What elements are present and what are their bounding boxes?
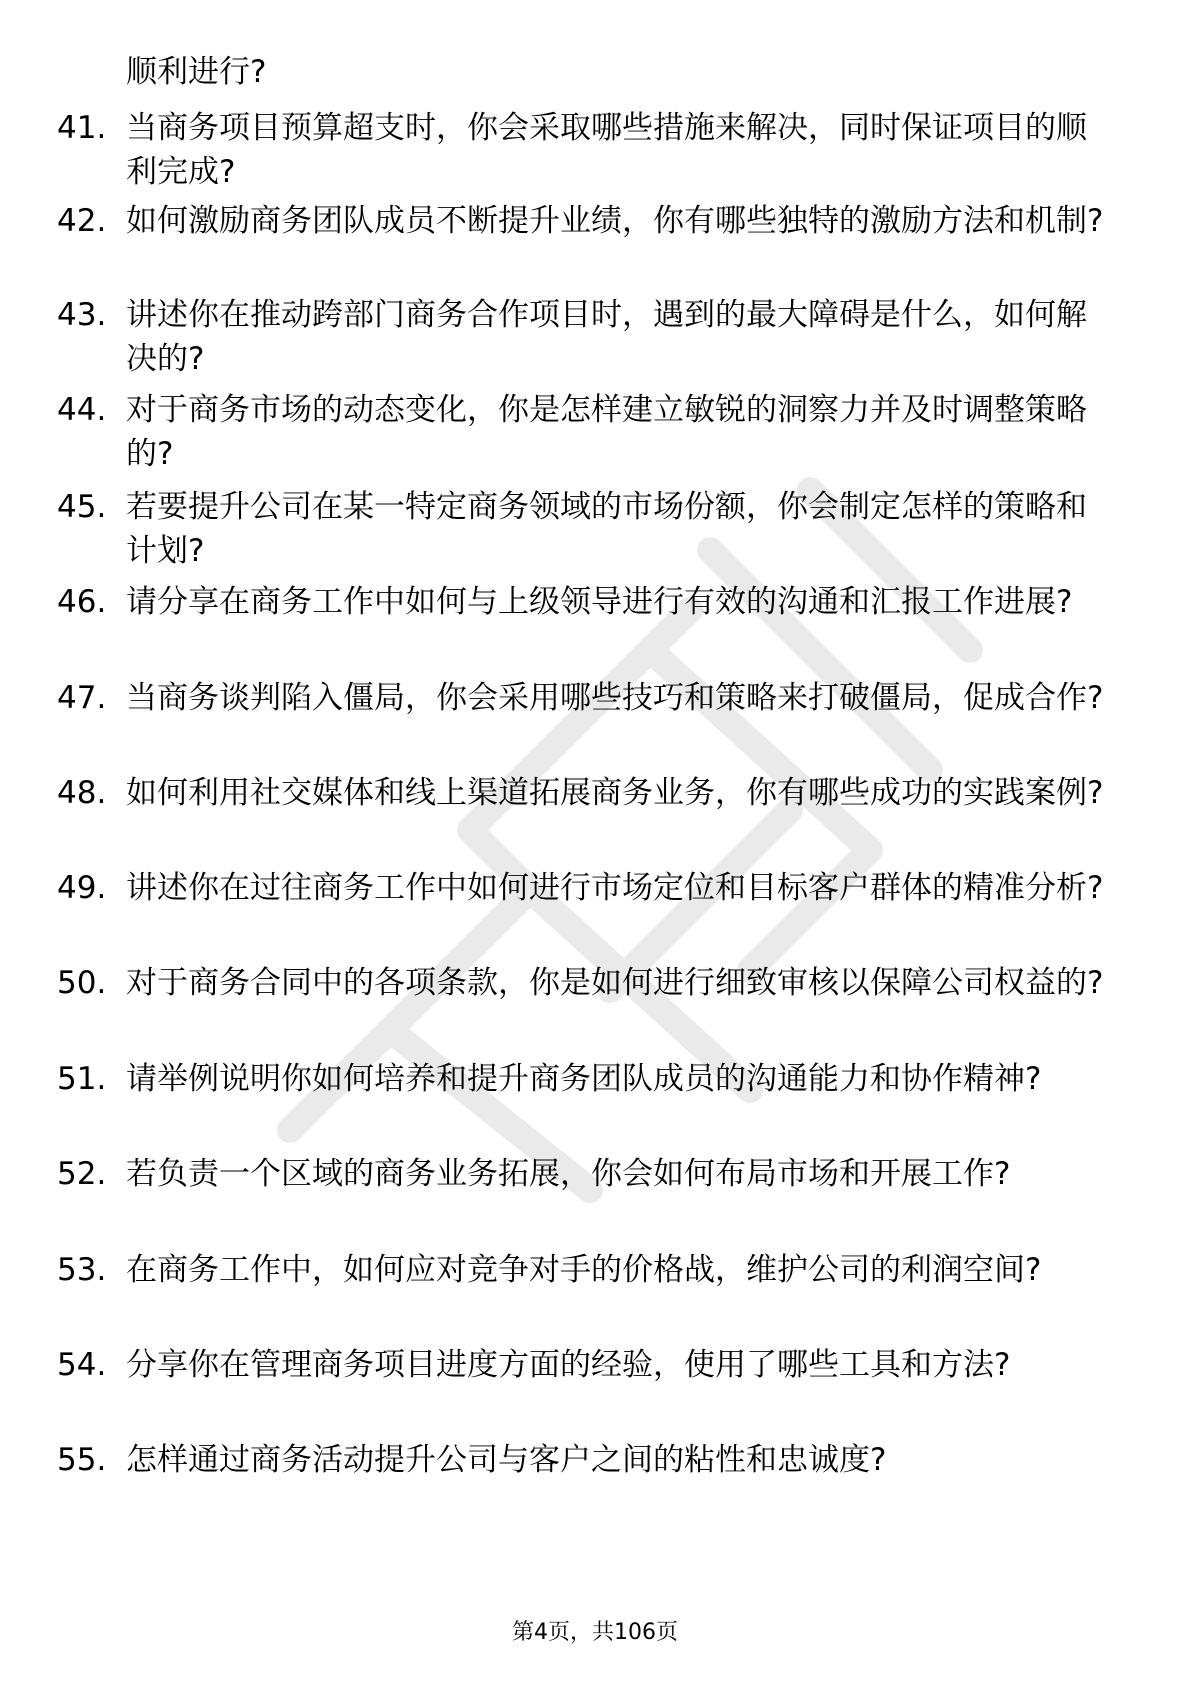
- question-text: 当商务项目预算超支时，你会采取哪些措施来解决，同时保证项目的顺利完成?: [126, 110, 1087, 190]
- question-text: 若负责一个区域的商务业务拓展，你会如何布局市场和开展工作?: [126, 1156, 1011, 1192]
- question-number: 50.: [57, 965, 107, 1001]
- question-number: 49.: [57, 870, 107, 906]
- question-number: 51.: [57, 1061, 107, 1097]
- question-number: 44.: [57, 392, 107, 428]
- question-text: 讲述你在推动跨部门商务合作项目时，遇到的最大障碍是什么，如何解决的?: [126, 297, 1087, 377]
- question-text: 若要提升公司在某一特定商务领域的市场份额，你会制定怎样的策略和计划?: [126, 489, 1087, 569]
- question-text: 请分享在商务工作中如何与上级领导进行有效的沟通和汇报工作进展?: [126, 584, 1073, 620]
- question-number: 43.: [57, 297, 107, 333]
- question-number: 55.: [57, 1442, 107, 1478]
- question-text: 如何激励商务团队成员不断提升业绩，你有哪些独特的激励方法和机制?: [126, 203, 1104, 239]
- question-number: 46.: [57, 584, 107, 620]
- question-number: 54.: [57, 1347, 107, 1383]
- question-text: 分享你在管理商务项目进度方面的经验，使用了哪些工具和方法?: [126, 1347, 1011, 1383]
- question-number: 53.: [57, 1252, 107, 1288]
- question-text: 当商务谈判陷入僵局，你会采用哪些技巧和策略来打破僵局，促成合作?: [126, 680, 1104, 716]
- question-text: 如何利用社交媒体和线上渠道拓展商务业务，你有哪些成功的实践案例?: [126, 775, 1104, 811]
- continued-question-text: 顺利进行?: [126, 54, 267, 90]
- question-number: 52.: [57, 1156, 107, 1192]
- question-text: 对于商务市场的动态变化，你是怎样建立敏锐的洞察力并及时调整策略的?: [126, 392, 1087, 472]
- question-text: 对于商务合同中的各项条款，你是如何进行细致审核以保障公司权益的?: [126, 965, 1104, 1001]
- question-number: 47.: [57, 680, 107, 716]
- question-number: 42.: [57, 203, 107, 239]
- page-footer: 第4页，共106页: [512, 1620, 678, 1645]
- question-number: 45.: [57, 489, 107, 525]
- question-number: 48.: [57, 775, 107, 811]
- question-text: 讲述你在过往商务工作中如何进行市场定位和目标客户群体的精准分析?: [126, 870, 1104, 906]
- question-text: 在商务工作中，如何应对竞争对手的价格战，维护公司的利润空间?: [126, 1252, 1042, 1288]
- question-number: 41.: [57, 110, 107, 146]
- question-text: 请举例说明你如何培养和提升商务团队成员的沟通能力和协作精神?: [126, 1061, 1042, 1097]
- question-text: 怎样通过商务活动提升公司与客户之间的粘性和忠诚度?: [126, 1442, 887, 1478]
